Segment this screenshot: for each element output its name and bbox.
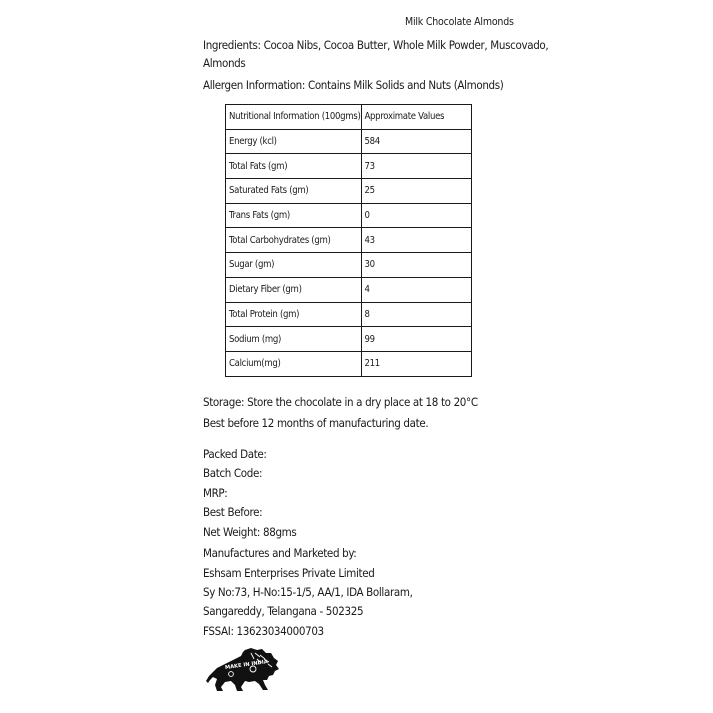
table-row	[226, 327, 472, 352]
product-name: Milk Chocolate Almonds	[405, 16, 514, 28]
table-row	[226, 351, 472, 376]
mrp: MRP:	[203, 486, 228, 500]
nutrient-value: 25	[361, 179, 472, 204]
allergen-information: Allergen Information: Contains Milk Solids and Nuts (Almonds)	[203, 78, 504, 92]
address-line-2: Sangareddy, Telangana - 502325	[203, 604, 364, 618]
fssai-number: FSSAI: 13623034000703	[203, 624, 324, 638]
table-row	[226, 129, 472, 154]
nutrient-name: Energy (kcl)	[226, 129, 362, 154]
nutrient-value: 584	[361, 129, 472, 154]
best-before-note: Best before 12 months of manufacturing date.	[203, 416, 429, 430]
nutrition-header-label: Nutritional Information (100gms)	[226, 105, 362, 130]
best-before-date: Best Before:	[203, 505, 263, 519]
nutrient-name: Sugar (gm)	[226, 253, 362, 278]
nutrient-name: Saturated Fats (gm)	[226, 179, 362, 204]
table-row	[226, 179, 472, 204]
nutrient-value: 30	[361, 253, 472, 278]
nutrient-value: 73	[361, 154, 472, 179]
ingredients-line-2: Almonds	[203, 56, 246, 70]
nutrient-value: 43	[361, 228, 472, 253]
nutrient-name: Total Protein (gm)	[226, 302, 362, 327]
storage-instructions: Storage: Store the chocolate in a dry place at 18 to 20°C	[203, 395, 478, 409]
nutrient-name: Dietary Fiber (gm)	[226, 277, 362, 302]
nutrient-value: 99	[361, 327, 472, 352]
table-row	[226, 302, 472, 327]
nutrient-name: Calcium(mg)	[226, 351, 362, 376]
nutrient-value: 8	[361, 302, 472, 327]
nutrient-name: Trans Fats (gm)	[226, 203, 362, 228]
nutrient-value: 4	[361, 277, 472, 302]
company-name: Eshsam Enterprises Private Limited	[203, 566, 375, 580]
address-line-1: Sy No:73, H-No:15-1/5, AA/1, IDA Bollaram,	[203, 585, 413, 599]
table-row	[226, 277, 472, 302]
table-row	[226, 253, 472, 278]
table-row	[226, 203, 472, 228]
nutrient-value: 211	[361, 351, 472, 376]
table-row	[226, 228, 472, 253]
make-in-india-lion-icon	[205, 647, 281, 693]
logo-text: MAKE IN INDIA	[224, 659, 269, 672]
batch-code: Batch Code:	[203, 466, 263, 480]
nutrient-name: Total Carbohydrates (gm)	[226, 228, 362, 253]
nutrient-value: 0	[361, 203, 472, 228]
nutrition-table	[225, 104, 472, 377]
net-weight: Net Weight: 88gms	[203, 525, 297, 539]
nutrition-header-value: Approximate Values	[361, 105, 472, 130]
nutrient-name: Total Fats (gm)	[226, 154, 362, 179]
manufacturer-title: Manufactures and Marketed by:	[203, 546, 357, 560]
nutrition-header-row	[226, 105, 472, 130]
ingredients-line-1: Ingredients: Cocoa Nibs, Cocoa Butter, Whole Milk Powder, Muscovado,	[203, 38, 549, 52]
table-row	[226, 154, 472, 179]
nutrient-name: Sodium (mg)	[226, 327, 362, 352]
packed-date: Packed Date:	[203, 447, 267, 461]
